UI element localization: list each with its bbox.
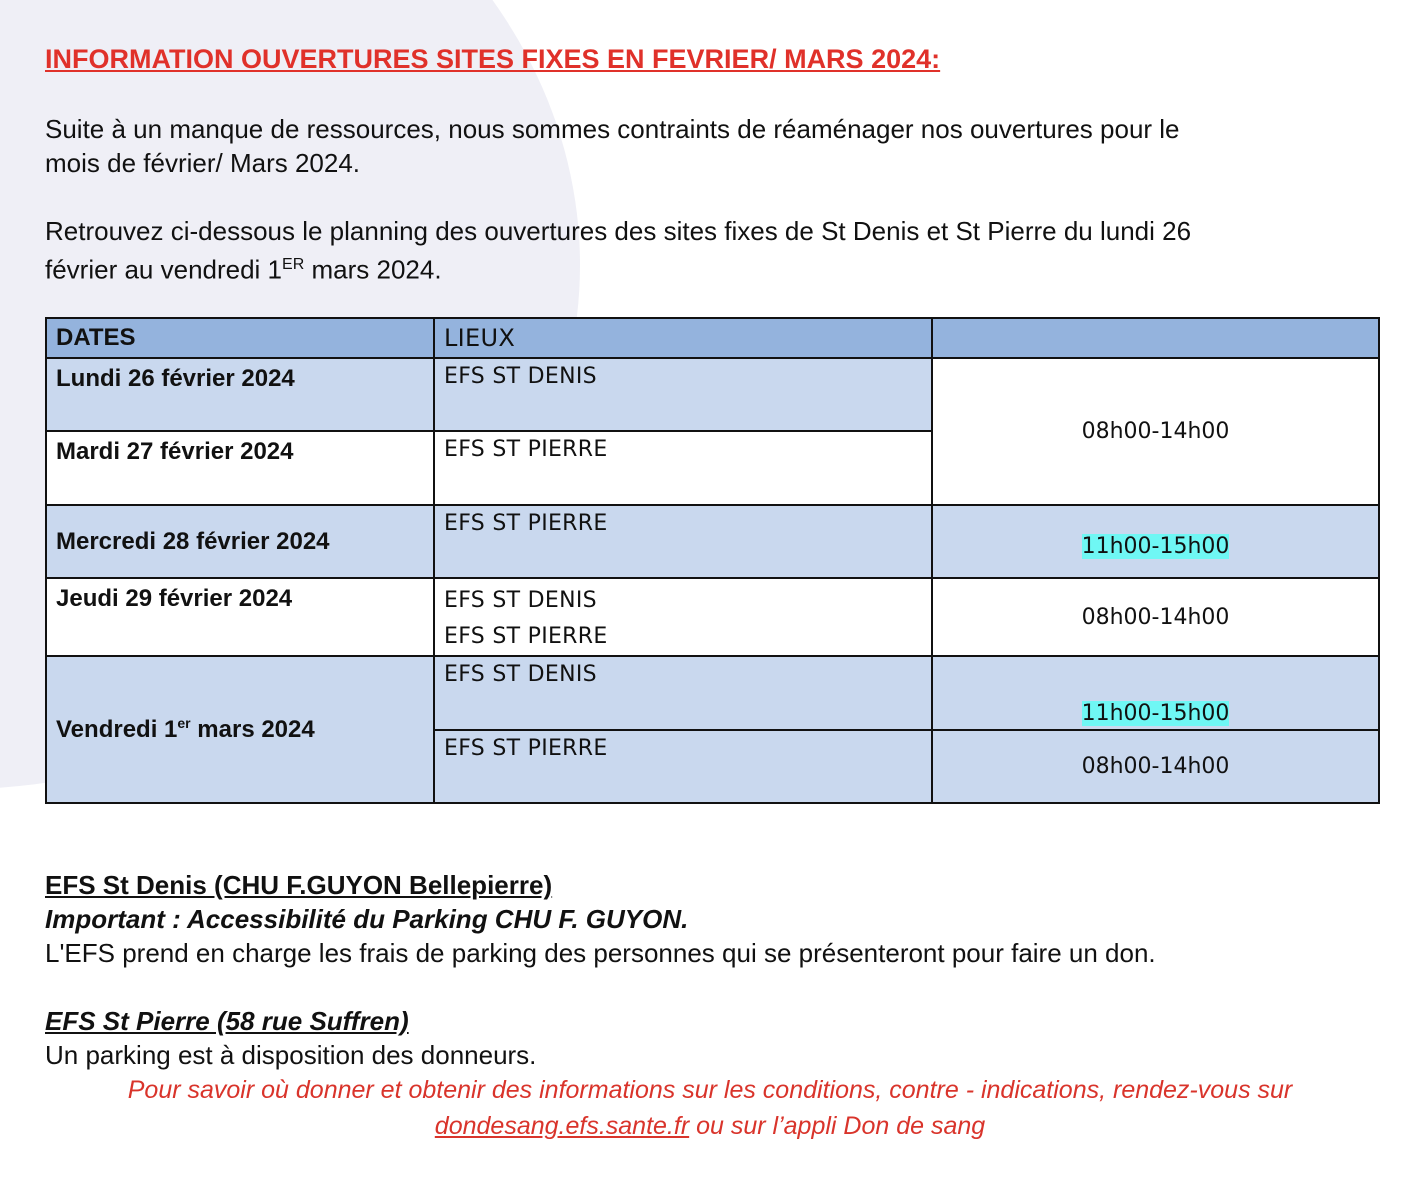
lieu-cell: EFS ST PIERRE [434,505,932,578]
intro-line: mois de février/ Mars 2024. [45,148,361,178]
planning-paragraph [45,214,1375,287]
superscript: er [177,715,191,731]
time-text: 08h00-14h00 [1081,604,1230,630]
date-cell: Mercredi 28 février 2024 [46,505,434,578]
table-row [46,358,1379,431]
time-cell [932,730,1379,803]
lieu-cell: EFS ST PIERRE [434,431,932,505]
table-row [46,505,1379,578]
header-time [932,318,1379,358]
time-cell [932,358,1379,505]
time-cell [932,578,1379,656]
header-lieux: LIEUX [434,318,932,358]
lieu-cell: EFS ST DENIS [434,358,932,431]
info-line: Pour savoir où donner et obtenir des informations sur les conditions, contre - indications, rendez-vous sur [127,1076,1293,1104]
time-cell [932,505,1379,578]
lieu-cell: EFS ST PIERRE [434,730,932,803]
st-denis-section [45,868,1375,970]
header-dates: DATES [46,318,434,358]
text: février au vendredi 1 [45,254,283,285]
time-text-highlighted: 11h00-15h00 [1081,534,1230,559]
intro-line [45,248,1375,287]
date-cell [46,656,434,803]
intro-line: Retrouvez ci-dessous le planning des ouvertures des sites fixes de St Denis et St Pierre du lundi 26 [45,216,1192,246]
table-header [46,318,1379,358]
lieu-cell [434,578,932,656]
text: mars 2024. [304,254,442,285]
st-pierre-title: EFS St Pierre (58 rue Suffren) [45,1006,409,1036]
date-cell: Lundi 26 février 2024 [46,358,434,431]
lieu-text: EFS ST DENIS [444,588,597,613]
schedule-table [45,317,1380,804]
dondesang-link[interactable]: dondesang.efs.sante.fr [434,1112,690,1140]
text: Vendredi 1 [56,716,178,743]
info-line-2 [45,1112,1375,1141]
time-text: 08h00-14h00 [1081,419,1230,444]
st-denis-important: Important : Accessibilité du Parking CHU F. GUYON. [45,904,689,934]
page-title: INFORMATION OUVERTURES SITES FIXES EN FEVRIER/ MARS 2024: [45,44,941,74]
intro-paragraph [45,112,1375,180]
table-row [46,656,1379,730]
table-row [46,578,1379,656]
date-cell: Jeudi 29 février 2024 [46,578,434,656]
time-text-highlighted: 11h00-15h00 [1081,701,1230,726]
st-denis-title: EFS St Denis (CHU F.GUYON Bellepierre) [45,870,553,900]
lieu-text: EFS ST PIERRE [444,624,608,649]
lieu-cell: EFS ST DENIS [434,656,932,730]
time-cell [932,656,1379,730]
intro-line: Suite à un manque de ressources, nous sommes contraints de réaménager nos ouvertures pour le [45,114,1180,144]
time-text: 08h00-14h00 [1081,754,1230,779]
st-pierre-text: Un parking est à disposition des donneurs. [45,1040,537,1070]
st-denis-text: L'EFS prend en charge les frais de parking des personnes qui se présenteront pour faire un don. [45,938,1156,968]
st-pierre-section [45,1004,1375,1072]
superscript: ER [282,256,305,273]
text: mars 2024 [190,716,315,743]
date-cell: Mardi 27 février 2024 [46,431,434,505]
text: ou sur l’appli Don de sang [689,1112,986,1140]
